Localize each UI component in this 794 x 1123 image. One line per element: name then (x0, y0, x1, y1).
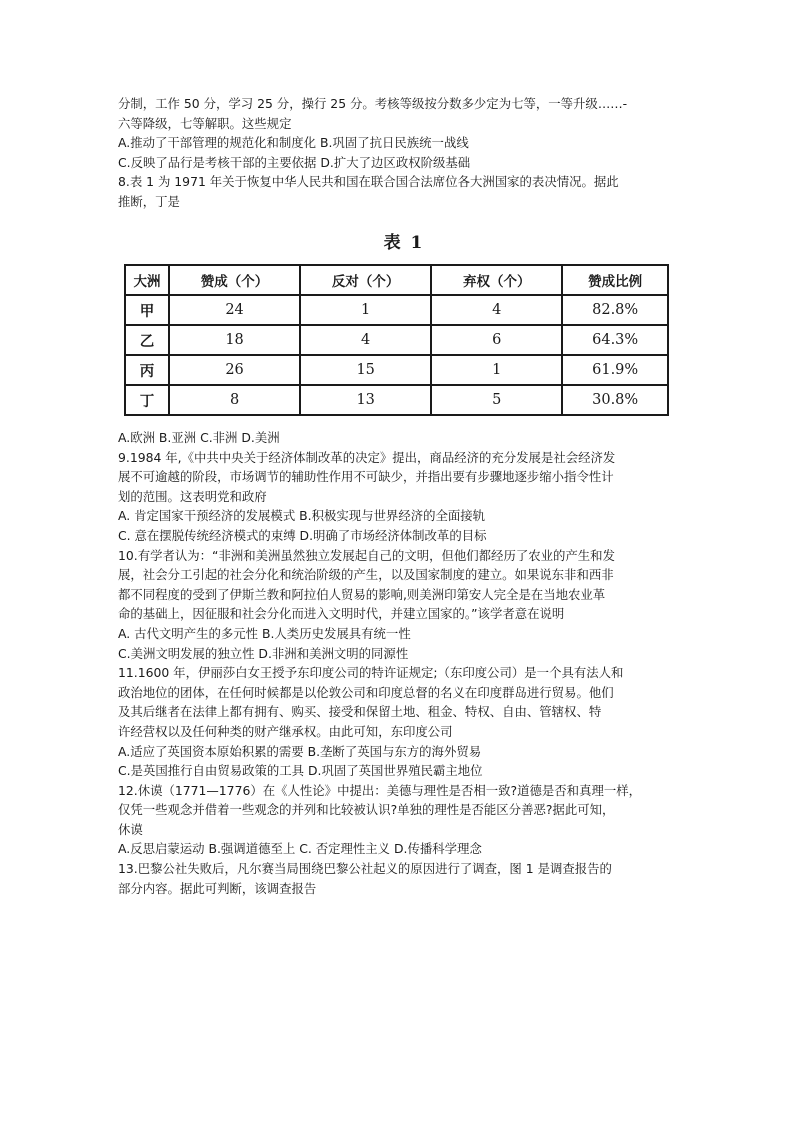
table-cell: 24 (169, 295, 300, 325)
table-cell: 5 (431, 385, 562, 415)
q10-stem-line3: 都不同程度的受到了伊斯兰教和阿拉伯人贸易的影响,则美洲印第安人完全是在当地农业革 (118, 586, 606, 602)
table-cell: 丁 (125, 385, 169, 415)
table-cell: 26 (169, 355, 300, 385)
table-cell: 4 (300, 325, 431, 355)
exam-page (118, 94, 690, 896)
table-cell: 64.3% (562, 325, 668, 355)
table-cell: 8 (169, 385, 300, 415)
q10-stem-line4: 命的基础上，因征服和社会分化而进入文明时代，并建立国家的。”该学者意在说明 (118, 606, 565, 622)
q11-options-ab: A.适应了英国资本原始积累的需要 B.垄断了英国与东方的海外贸易 (118, 743, 482, 759)
q11-options-cd: C.是英国推行自由贸易政策的工具 D.巩固了英国世界殖民霸主地位 (118, 763, 483, 779)
q7-options-cd: C.反映了品行是考核干部的主要依据 D.扩大了边区政权阶级基础 (118, 154, 471, 170)
table-header: 赞成比例 (562, 265, 668, 295)
table-cell: 61.9% (562, 355, 668, 385)
table-row (125, 385, 668, 415)
table-header: 大洲 (125, 265, 169, 295)
table-cell: 18 (169, 325, 300, 355)
table-title: 表 1 (383, 233, 425, 253)
q11-stem-line4: 许经营权以及任何种类的财产继承权。由此可知，东印度公司 (118, 723, 453, 739)
questions-after-table (118, 428, 690, 898)
vote-table (124, 264, 669, 416)
table-cell: 1 (431, 355, 562, 385)
table-header: 反对（个） (300, 265, 431, 295)
q12-stem-line3: 休谟 (118, 821, 143, 837)
q10-stem-line1: 10.有学者认为：“非洲和美洲虽然独立发展起自己的文明，但他们都经历了农业的产生和发 (118, 547, 615, 563)
table-row (125, 355, 668, 385)
table-header-row (125, 265, 668, 295)
q10-stem-line2: 展，社会分工引起的社会分化和统治阶级的产生，以及国家制度的建立。如果说东非和西非 (118, 567, 614, 583)
table-cell: 15 (300, 355, 431, 385)
table-cell: 乙 (125, 325, 169, 355)
q12-stem-line1: 12.休谟（1771—1776）在《人性论》中提出：美德与理性是否相一致?道德是否和真理一样， (118, 782, 642, 798)
q9-stem-line2: 展不可逾越的阶段，市场调节的辅助性作用不可缺少，并指出要有步骤地逐步缩小指令性计 (118, 469, 614, 485)
q9-options-ab: A. 肯定国家干预经济的发展模式 B.积极实现与世界经济的全面接轨 (118, 508, 486, 524)
table-row (125, 325, 668, 355)
q8-options: A.欧洲 B.亚洲 C.非洲 D.美洲 (118, 430, 280, 445)
q11-stem-line2: 政治地位的团体，在任何时候都是以伦敦公司和印度总督的名义在印度群岛进行贸易。他们 (118, 684, 614, 700)
q7-stem-line1: 分制，工作 50 分，学习 25 分，操行 25 分。考核等级按分数多少定为七等，一等升级……- (118, 96, 628, 111)
q13-stem-line2: 部分内容。据此可判断，该调查报告 (118, 880, 317, 896)
table-cell: 6 (431, 325, 562, 355)
table-cell: 30.8% (562, 385, 668, 415)
q8-stem-line2: 推断，丁是 (118, 193, 180, 209)
q9-options-cd: C. 意在摆脱传统经济模式的束缚 D.明确了市场经济体制改革的目标 (118, 527, 487, 543)
table-cell: 1 (300, 295, 431, 325)
table-header: 弃权（个） (431, 265, 562, 295)
q13-stem-line1: 13.巴黎公社失败后，凡尔赛当局围绕巴黎公社起义的原因进行了调查，图 1 是调查报告的 (118, 861, 612, 877)
table-header: 赞成（个） (169, 265, 300, 295)
q12-stem-line2: 仅凭一些观念并借着一些观念的并列和比较被认识?单独的理性是否能区分善恶?据此可知， (118, 802, 615, 818)
q11-stem-line1: 11.1600 年，伊丽莎白女王授予东印度公司的特许证规定;（东印度公司）是一个具有法人和 (118, 665, 624, 681)
table-cell: 甲 (125, 295, 169, 325)
table-cell: 13 (300, 385, 431, 415)
q10-options-ab: A. 古代文明产生的多元性 B.人类历史发展具有统一性 (118, 625, 411, 641)
q7-stem-line2: 六等降级，七等解职。这些规定 (118, 115, 292, 131)
q7-options-ab: A.推动了干部管理的规范化和制度化 B.巩固了抗日民族统一战线 (118, 135, 469, 151)
table-cell: 82.8% (562, 295, 668, 325)
q9-stem-line3: 划的范围。这表明党和政府 (118, 488, 267, 504)
q8-stem-line1: 8.表 1 为 1971 年关于恢复中华人民共和国在联合国合法席位各大洲国家的表决情况。据此 (118, 174, 619, 190)
table-row (125, 295, 668, 325)
q12-options: A.反思启蒙运动 B.强调道德至上 C. 否定理性主义 D.传播科学理念 (118, 841, 482, 857)
table-cell: 4 (431, 295, 562, 325)
q9-stem-line1: 9.1984 年,《中共中央关于经济体制改革的决定》提出，商品经济的充分发展是社会经济发 (118, 449, 616, 465)
q11-stem-line3: 及其后继者在法律上都有拥有、购买、接受和保留土地、租金、特权、自由、管辖权、特 (118, 704, 602, 720)
table-cell: 丙 (125, 355, 169, 385)
q10-options-cd: C.美洲文明发展的独立性 D.非洲和美洲文明的同源性 (118, 645, 409, 661)
